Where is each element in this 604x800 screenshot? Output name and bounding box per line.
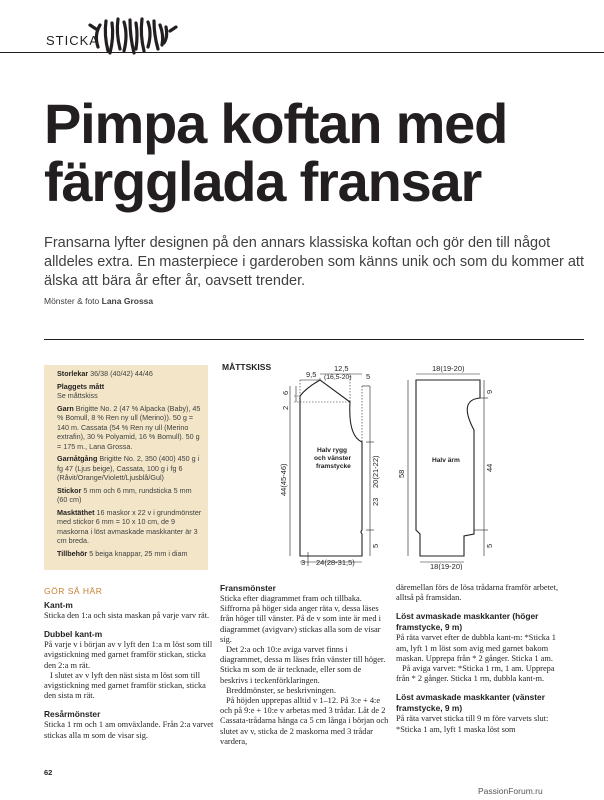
credit-prefix: Mönster & foto: [44, 296, 102, 306]
spec-item: Plaggets mått Se måttskiss: [57, 381, 105, 400]
dim-sleeve-len: 44: [485, 463, 494, 472]
dim-sh-drop2: 2: [281, 405, 290, 410]
spec-item: Stickor 5 mm och 6 mm, rundsticka 5 mm (60 cm): [57, 485, 192, 504]
spec-item: Storlekar 36/38 (40/42) 44/46: [57, 369, 153, 378]
paragraph: På räta varvet efter de dubbla kant-m: *Sticka 1 am, lyft 1 m löst som avig med garnet bakom maskan. Upprepa från * 2 gånger. Sticka 1 am.: [396, 633, 556, 663]
subheading: Resårmönster: [44, 709, 101, 720]
spec-item: Garn Brigitte No. 2 (47 % Alpacka (Baby), 45 % Bomull, 8 % Ren ny ull (Merino)). 50 g = 140 m. Cassata (54 % Ren ny ull (Merino extrafin), 30 % Polyamid, 16 % Bomull). 50 g = 175 m., Lana Grossa.: [57, 403, 201, 451]
spec-item: Garnåtgång Brigitte No. 2, 350 (400) 450 g i fg 47 (Ljus beige), Cassata, 100 g i fg 6 (Råvit/Orange/Violett/Ljusblå/Gul): [57, 454, 200, 482]
watermark: PassionForum.ru: [478, 786, 543, 796]
credit-name: Lana Grossa: [101, 296, 154, 306]
paragraph: På räta varvet sticka till 9 m före varvets slut: *Sticka 1 am, lyft 1 maska löst som: [396, 714, 549, 734]
paragraph: På aviga varvet: *Sticka 1 rm, 1 am. Upprepa från * 2 gånger. Sticka 1 rm, dubbla kant-m.: [396, 664, 555, 684]
dim-side: 23: [371, 497, 380, 506]
dim-body-total: 44(45-46): [279, 463, 288, 496]
title-line-1: Pimpa koftan med: [44, 92, 508, 155]
spec-item: Tillbehör 5 beiga knappar, 25 mm i diam: [57, 548, 188, 558]
subheading: Löst avmaskade maskkanter (höger framstycke, 9 m): [396, 611, 539, 633]
subheading: Kant-m: [44, 600, 73, 610]
page-title: [44, 92, 584, 213]
paragraph: Sticka 1 rm och 1 am omväxlande. Från 2:a varvet stickas alla m som de visar sig.: [44, 720, 214, 740]
credit-line: [44, 296, 153, 306]
instructions-heading: GÖR SÅ HÄR: [44, 586, 103, 596]
section-label: STICKA: [46, 33, 99, 48]
dim-sleeve-top: 18(19-20): [432, 366, 465, 373]
instructions-column-2: [220, 583, 390, 747]
dim-sh-drop1: 6: [281, 390, 290, 395]
lead-paragraph: Fransarna lyfter designen på den annars klassiska koftan och gör den till något alldeles extra. En masterpiece i garderoben som känns unik och som du kommer att älska att bära år efter år, oavsett trender.: [44, 235, 584, 289]
dim-armhole: 20(21-22): [371, 455, 380, 488]
subheading: Dubbel kant-m: [44, 629, 103, 640]
dim-shoulder: 9,5: [306, 370, 317, 379]
body-label-3: framstycke: [316, 463, 351, 470]
paragraph: Breddmönster, se beskrivningen.: [226, 685, 336, 695]
instructions-column-3: [396, 583, 566, 735]
page-number: 62: [44, 768, 53, 777]
sleeve-outline: [416, 380, 480, 556]
instructions-column-1: [44, 600, 214, 741]
paragraph: Sticka den 1:a och sista maskan på varje varv rät.: [44, 611, 210, 620]
spec-item: Masktäthet 16 maskor x 22 v i grundmönster med stickor 6 mm = 10 x 10 cm, de 9 maskorna i löst avmaskade maskkanter är 3 cm breda.: [57, 507, 202, 545]
dim-neck-depth: 5: [366, 372, 371, 381]
diagram-title: MÅTTSKISS: [222, 362, 272, 372]
measurement-diagram: [270, 366, 504, 570]
subheading: Löst avmaskade maskkanter (vänster framstycke, 9 m): [396, 692, 545, 714]
title-line-2: färgglada fransar: [44, 150, 482, 213]
yarn-fringe-icon: [86, 13, 178, 59]
subheading: Fransmönster: [220, 583, 276, 593]
sleeve-label: Halv ärm: [432, 457, 460, 464]
body-label-1: Halv rygg: [317, 447, 348, 454]
paragraph: Det 2:a och 10:e aviga varvet finns i diagrammet, dessa m läses från vänster till höger. Sticka m som de är tecknade, eller som de beskrivs i teckenförklaringen.: [220, 645, 386, 685]
paragraph: Sticka efter diagrammet fram och tillbaka. Siffrorna på höger sida anger räta v, dessa läses från höger till vänster. På de v som inte är med i diagrammet (avigvarv) stickas alla som de visar sig.: [220, 594, 381, 644]
dim-sleeve-bottom: 18(19-20): [430, 562, 463, 570]
dim-sleeve-cap: 9: [485, 389, 494, 394]
specs-box: [44, 365, 208, 570]
paragraph: I slutet av v lyft den näst sista m löst som till avigstickning med garnet framför stickan, sticka den sista m rät.: [44, 670, 206, 701]
paragraph: På höjden upprepas alltid v 1–12. På 3:e + 4:e och på 9:e + 10:e v arbetas med 3 trådar. Låt de 2 Cassata-trådarna hänga ca 5 cm långa i början och slutet av v, sticka de 2 maskorna med 3 trådar vardera,: [220, 696, 389, 746]
dim-neck-sub: (16,5-20): [324, 374, 352, 381]
paragraph: På varje v i början av v lyft den 1:a m löst som till avigstickning med garnet framför stickan, sticka den 2:a m rät.: [44, 640, 213, 670]
dim-sleeve-total: 58: [397, 469, 406, 478]
dim-sleeve-rib: 5: [485, 543, 494, 548]
dim-neck-top: 12,5: [334, 366, 349, 373]
divider: [44, 339, 584, 340]
paragraph: däremellan förs de lösa trådarna framför arbetet, alltså på framsidan.: [396, 583, 559, 603]
dim-width: 24(28-31,5): [316, 558, 355, 567]
dim-rib-left: 3: [301, 558, 306, 567]
dim-rib-right: 5: [371, 543, 380, 548]
body-label-2: och vänster: [314, 455, 352, 462]
